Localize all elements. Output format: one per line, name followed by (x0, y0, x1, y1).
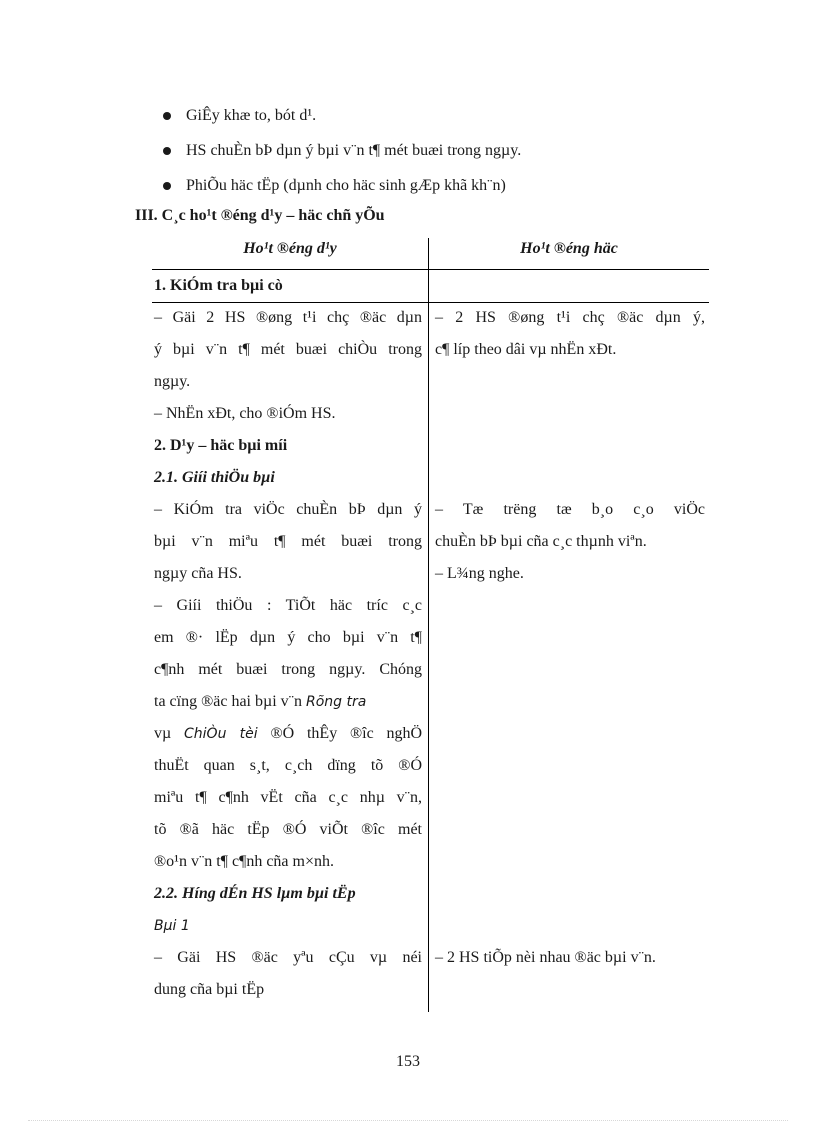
text-line: ý bµi v¨n t¶ mét buæi chiÒu trong (154, 341, 422, 358)
materials-list (160, 103, 720, 208)
text-line: em ®· lËp dµn ý cho bµi v¨n t¶ (154, 629, 422, 646)
section-title-intro: 2.1. Giíi thiÖu bµi (154, 469, 275, 486)
section-title-exercises: 2.2. Híng dÉn HS lµm bµi tËp (154, 885, 356, 902)
column-divider (428, 238, 429, 1012)
text-line: c¶nh mét buæi trong ngµy. Chóng (154, 661, 422, 678)
header-teacher-activity: Ho¹t ®éng d¹y (243, 240, 337, 257)
bullet-icon (163, 182, 171, 190)
text-line: chuÈn bÞ bµi cña c¸c thµnh viªn. (435, 533, 647, 550)
text-line: – Tæ trëng tæ b¸o c¸o viÖc (435, 501, 705, 518)
right-column-review (435, 302, 705, 366)
text-line: c¶ líp theo dâi vµ nhËn xÐt. (435, 341, 617, 358)
left-column (154, 270, 422, 1006)
text-line: ngµy. (154, 373, 191, 390)
text-line: – Gäi 2 HS ®øng t¹i chç ®äc dµn (154, 309, 422, 326)
bullet-icon (163, 147, 171, 155)
text-line: – 2 HS ®øng t¹i chç ®äc dµn ý, (435, 309, 705, 326)
list-item: PhiÕu häc tËp (dµnh cho häc sinh gÆp khã kh¨n) (160, 173, 720, 208)
story-title-2: ChiÒu tèi (184, 726, 258, 742)
list-item: GiÊy khæ to, bót d¹. (160, 103, 720, 138)
text-line: ta cïng ®äc hai bµi v¨n Rõng tra (154, 693, 367, 710)
page-number: 153 (396, 1053, 420, 1070)
list-item: HS chuÈn bÞ dµn ý bµi v¨n t¶ mét buæi trong ngµy. (160, 138, 720, 173)
bullet-icon (163, 112, 171, 120)
header-student-activity: Ho¹t ®éng häc (520, 240, 618, 257)
right-column-intro (435, 494, 705, 590)
text-line: thuËt quan s¸t, c¸ch dïng tõ ®Ó (154, 757, 422, 774)
text-line: tõ ®ã häc tËp ®Ó viÕt ®îc mét (154, 821, 422, 838)
section-title-review: 1. KiÓm tra bµi cò (154, 277, 283, 294)
activities-table (152, 234, 709, 1012)
text-line: – NhËn xÐt, cho ®iÓm HS. (154, 405, 336, 422)
text-line: – L¾ng nghe. (435, 565, 524, 582)
text-line: ®o¹n v¨n t¶ c¶nh cña m×nh. (154, 853, 334, 870)
text-line: – 2 HS tiÕp nèi nhau ®äc bµi v¨n. (435, 949, 656, 966)
text-line: – Giíi thiÖu : TiÕt häc tríc c¸c (154, 597, 422, 614)
right-column-exercises (435, 942, 705, 974)
exercise-label: Bµi 1 (154, 918, 190, 934)
footer-rule (28, 1120, 788, 1121)
text-line: ngµy cña HS. (154, 565, 242, 582)
story-title-1: Rõng tra (306, 694, 367, 710)
text-line: bµi v¨n miªu t¶ mét buæi trong (154, 533, 422, 550)
text-line: miªu t¶ c¶nh vËt cña c¸c nhµ v¨n, (154, 789, 422, 806)
section-title-new-lesson: 2. D¹y – häc bµi míi (154, 437, 288, 454)
text-line: vµ ChiÒu tèi ®Ó thÊy ®îc nghÖ (154, 725, 423, 742)
text-line: – Gäi HS ®äc yªu cÇu vµ néi (154, 949, 422, 966)
text-line: dung cña bµi tËp (154, 981, 265, 998)
text-line: – KiÓm tra viÖc chuÈn bÞ dµn ý (154, 501, 422, 518)
section-heading: III. C¸c ho¹t ®éng d¹y – häc chñ yÕu (135, 207, 385, 224)
